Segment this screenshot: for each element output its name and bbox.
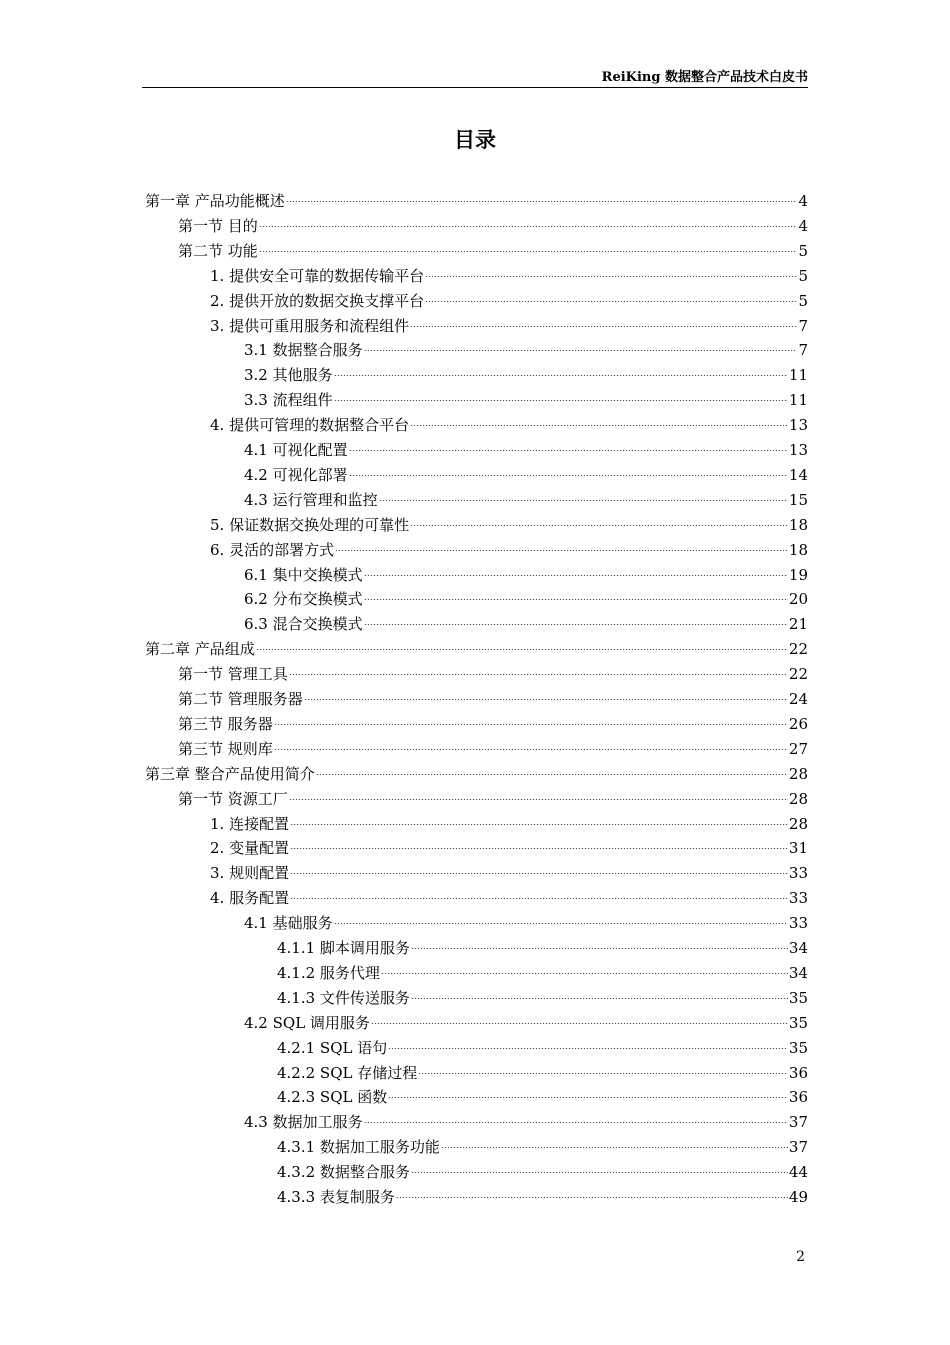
toc-entry-page: 5 — [798, 241, 808, 260]
toc-entry-page: 13 — [788, 441, 808, 459]
toc-entry[interactable] — [210, 314, 808, 339]
toc-entry-page: 4 — [798, 216, 808, 235]
toc-entry-page: 7 — [798, 316, 808, 335]
toc-entry-label: 第三节 服务器 — [178, 714, 273, 733]
toc-entry-label: 1. 连接配置 — [210, 814, 290, 833]
toc-entry-label: 4.2.3 SQL 函数 — [277, 1088, 388, 1107]
toc-entry-label: 3. 提供可重用服务和流程组件 — [210, 316, 410, 335]
toc-entry-label: 4.1 基础服务 — [244, 914, 333, 933]
dot-leader — [334, 388, 788, 401]
dot-leader — [259, 239, 798, 252]
toc-entry-page: 4 — [798, 192, 808, 210]
toc-entry[interactable] — [277, 1135, 808, 1160]
toc-entry-label: 第二节 管理服务器 — [178, 690, 303, 708]
toc-entry-page: 24 — [788, 690, 808, 708]
toc-entry-label: 第一节 目的 — [178, 216, 258, 235]
dot-leader — [349, 438, 788, 451]
toc-entry-page: 18 — [788, 540, 808, 559]
toc-entry-page: 20 — [788, 590, 808, 609]
toc-entry-label: 4.3.1 数据加工服务功能 — [277, 1138, 440, 1157]
page-title: 目录 — [454, 127, 496, 152]
toc-entry[interactable] — [210, 413, 808, 438]
toc-entry[interactable] — [244, 338, 808, 363]
dot-leader — [410, 314, 797, 327]
toc-entry-page: 27 — [788, 739, 808, 758]
dot-leader — [259, 214, 798, 227]
dot-leader — [411, 936, 788, 949]
toc-entry-label: 6.2 分布交换模式 — [244, 590, 363, 609]
dot-leader — [304, 687, 788, 700]
dot-leader — [388, 1036, 788, 1049]
toc-entry-page: 19 — [788, 565, 808, 584]
toc-entry-label: 第三节 规则库 — [178, 739, 273, 758]
toc-entry[interactable] — [210, 289, 808, 314]
toc-entry[interactable] — [210, 812, 808, 837]
toc-entry-page: 33 — [788, 889, 808, 908]
toc-entry-label: 1. 提供安全可靠的数据传输平台 — [210, 266, 425, 285]
toc-entry-label: 5. 保证数据交换处理的可靠性 — [210, 515, 410, 534]
dot-leader — [334, 911, 788, 924]
toc-entry[interactable] — [145, 762, 808, 787]
dot-leader — [334, 363, 788, 376]
toc-entry[interactable] — [178, 712, 808, 737]
toc-entry-page: 22 — [788, 665, 808, 684]
toc-entry[interactable] — [244, 1110, 808, 1135]
toc-entry-label: 3.1 数据整合服务 — [244, 341, 363, 360]
toc-entry-label: 第一章 产品功能概述 — [145, 192, 285, 210]
dot-leader — [290, 886, 788, 899]
toc-entry-page: 33 — [788, 914, 808, 933]
toc-entry[interactable] — [277, 1085, 808, 1110]
toc-entry-label: 4.3.2 数据整合服务 — [277, 1163, 410, 1182]
dot-leader — [425, 289, 797, 302]
dot-leader — [289, 662, 788, 675]
dot-leader — [316, 762, 788, 775]
toc-entry-page: 28 — [788, 814, 808, 833]
dot-leader — [410, 413, 788, 426]
toc-entry-label: 4.3 数据加工服务 — [244, 1113, 363, 1132]
dot-leader — [335, 538, 788, 551]
toc-entry[interactable] — [210, 538, 808, 563]
toc-entry[interactable] — [277, 1061, 808, 1086]
toc-entry[interactable] — [178, 737, 808, 762]
dot-leader — [371, 1011, 788, 1024]
toc-entry[interactable] — [178, 787, 808, 812]
toc-entry[interactable] — [178, 239, 808, 264]
dot-leader — [349, 463, 788, 476]
dot-leader — [364, 1110, 788, 1123]
toc-entry-page: 37 — [788, 1113, 808, 1132]
toc-entry-page: 34 — [788, 939, 808, 957]
toc-entry-page: 35 — [788, 988, 808, 1007]
dot-leader — [256, 637, 788, 650]
dot-leader — [381, 961, 788, 974]
toc-entry-page: 15 — [788, 490, 808, 509]
toc-entry[interactable] — [210, 264, 808, 289]
dot-leader — [411, 986, 788, 999]
toc-entry-label: 4.2 可视化部署 — [244, 465, 348, 484]
toc-entry[interactable] — [244, 438, 808, 463]
page-number: 2 — [796, 1249, 805, 1265]
dot-leader — [441, 1135, 788, 1148]
toc-entry[interactable] — [244, 388, 808, 413]
toc-entry-label: 3.3 流程组件 — [244, 391, 333, 410]
toc-entry-label: 4.1.1 脚本调用服务 — [277, 939, 410, 957]
dot-leader — [290, 861, 788, 874]
dot-leader — [379, 488, 788, 501]
toc-entry[interactable] — [244, 463, 808, 488]
dot-leader — [290, 812, 788, 825]
toc-entry-page: 22 — [788, 640, 808, 659]
toc-entry-label: 第一节 资源工厂 — [178, 789, 288, 808]
dot-leader — [411, 1160, 788, 1173]
toc-entry[interactable] — [178, 214, 808, 239]
toc-entry-page: 37 — [788, 1138, 808, 1157]
dot-leader — [410, 513, 788, 526]
toc-entry-page: 11 — [788, 391, 808, 410]
toc-entry-page: 7 — [798, 341, 808, 360]
dot-leader — [289, 787, 788, 800]
toc-entry[interactable] — [244, 911, 808, 936]
toc-entry-label: 第三章 整合产品使用简介 — [145, 764, 315, 783]
toc-entry[interactable] — [210, 513, 808, 538]
toc-entry-label: 6.1 集中交换模式 — [244, 565, 363, 584]
toc-entry-page: 5 — [798, 266, 808, 285]
dot-leader — [388, 1085, 788, 1098]
toc-entry-page: 18 — [788, 515, 808, 534]
toc-entry-label: 2. 提供开放的数据交换支撑平台 — [210, 291, 425, 310]
toc-entry-label: 4.3 运行管理和监控 — [244, 490, 378, 509]
dot-leader — [290, 836, 788, 849]
toc-entry-page: 34 — [788, 963, 808, 982]
dot-leader — [396, 1185, 788, 1198]
toc-entry-page: 14 — [788, 465, 808, 484]
toc-entry-page: 11 — [788, 366, 808, 385]
toc-entry-page: 36 — [788, 1088, 808, 1107]
toc-entry-page: 33 — [788, 864, 808, 883]
toc-entry[interactable] — [244, 612, 808, 637]
toc-entry[interactable] — [210, 861, 808, 886]
toc-entry-label: 第二章 产品组成 — [145, 640, 255, 659]
toc-entry-page: 31 — [788, 839, 808, 858]
toc-entry-page: 21 — [788, 615, 808, 634]
toc-entry-label: 4.1.2 服务代理 — [277, 963, 380, 982]
toc-entry[interactable] — [210, 836, 808, 861]
toc-entry-label: 4.1 可视化配置 — [244, 441, 348, 459]
toc-entry-label: 3. 规则配置 — [210, 864, 290, 883]
toc-entry[interactable] — [178, 687, 808, 712]
toc-entry-label: 6.3 混合交换模式 — [244, 615, 363, 634]
toc-entry[interactable] — [277, 1160, 808, 1185]
toc-entry-label: 4.1.3 文件传送服务 — [277, 988, 410, 1007]
toc-entry-label: 6. 灵活的部署方式 — [210, 540, 335, 559]
toc-entry-page: 36 — [788, 1063, 808, 1082]
toc-entry[interactable] — [277, 961, 808, 986]
toc-entry[interactable] — [277, 1036, 808, 1061]
toc-entry-label: 4.2 SQL 调用服务 — [244, 1013, 370, 1032]
dot-leader — [425, 264, 797, 277]
toc-entry[interactable] — [277, 986, 808, 1011]
dot-leader — [364, 338, 798, 351]
toc-entry-label: 4.2.1 SQL 语句 — [277, 1038, 388, 1057]
toc-entry-label: 4.3.3 表复制服务 — [277, 1188, 395, 1206]
toc-entry-label: 第二节 功能 — [178, 241, 258, 260]
dot-leader — [274, 737, 788, 750]
toc-entry-page: 44 — [788, 1163, 808, 1182]
toc-entry-page: 35 — [788, 1038, 808, 1057]
toc-entry[interactable] — [244, 563, 808, 588]
toc-entry-page: 13 — [788, 416, 808, 435]
dot-leader — [364, 612, 788, 625]
toc-entry-label: 2. 变量配置 — [210, 839, 290, 858]
toc-entry-label: 4.2.2 SQL 存储过程 — [277, 1063, 418, 1082]
toc-entry[interactable] — [145, 637, 808, 662]
toc-entry[interactable] — [178, 662, 808, 687]
dot-leader — [274, 712, 788, 725]
toc-entry-label: 第一节 管理工具 — [178, 665, 288, 684]
toc-entry-label: 3.2 其他服务 — [244, 366, 333, 385]
toc-entry-page: 26 — [788, 714, 808, 733]
toc-entry-page: 35 — [788, 1013, 808, 1032]
toc-entry[interactable] — [244, 488, 808, 513]
toc-entry[interactable] — [277, 1185, 808, 1210]
running-header: ReiKing 数据整合产品技术白皮书 — [601, 70, 808, 85]
toc-entry[interactable] — [244, 587, 808, 612]
dot-leader — [418, 1061, 788, 1074]
toc-entry-page: 5 — [798, 291, 808, 310]
dot-leader — [286, 189, 798, 202]
toc-entry-page: 49 — [788, 1188, 808, 1206]
dot-leader — [364, 563, 788, 576]
dot-leader — [364, 587, 788, 600]
toc-entry[interactable] — [244, 363, 808, 388]
toc-entry-label: 4. 服务配置 — [210, 889, 290, 908]
toc-entry[interactable] — [210, 886, 808, 911]
toc-entry-page: 28 — [788, 764, 808, 783]
toc-entry[interactable] — [145, 189, 808, 214]
toc-entry-page: 28 — [788, 789, 808, 808]
toc-entry[interactable] — [244, 1011, 808, 1036]
toc-entry[interactable] — [277, 936, 808, 961]
header-divider — [142, 87, 808, 88]
toc-entry-label: 4. 提供可管理的数据整合平台 — [210, 416, 410, 435]
